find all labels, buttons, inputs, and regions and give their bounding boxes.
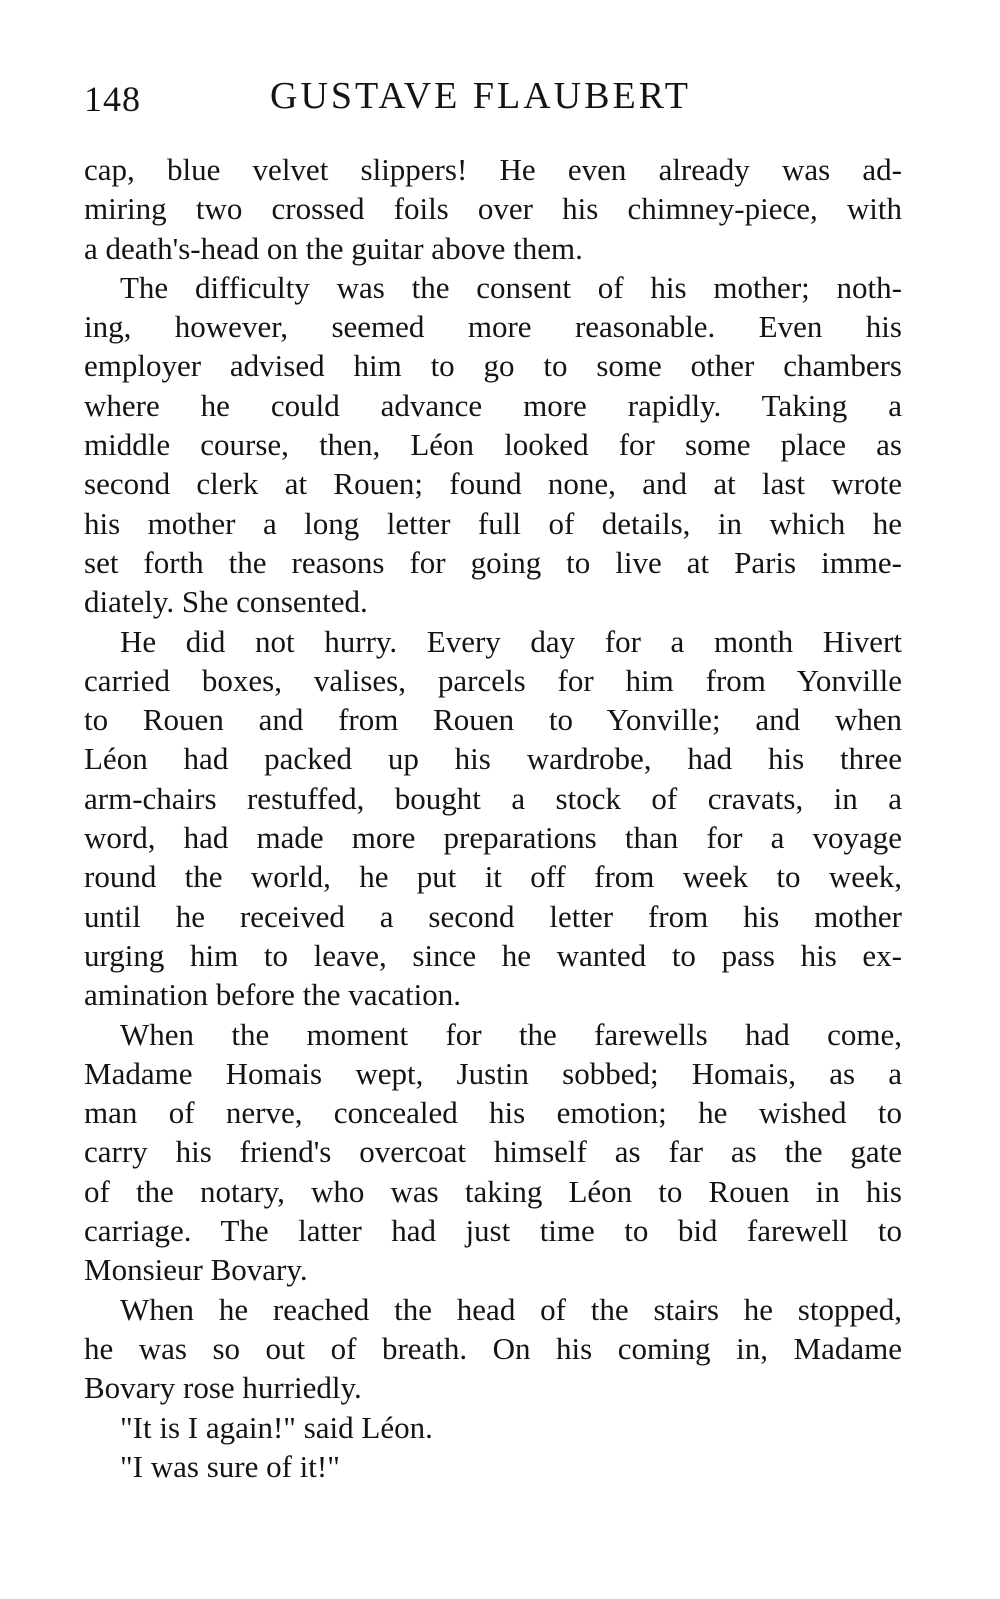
- text-line: diately. She consented.: [84, 584, 368, 620]
- text-line: Bovary rose hurriedly.: [84, 1370, 362, 1406]
- text-line: until he received a second letter from his mother: [84, 898, 902, 934]
- text-line: his mother a long letter full of details, in which he: [84, 505, 902, 541]
- text-line: middle course, then, Léon looked for some place as: [84, 427, 902, 463]
- text-line: "It is I again!" said Léon.: [120, 1409, 433, 1445]
- text-line: urging him to leave, since he wanted to pass his ex-: [84, 937, 902, 973]
- body-text: [84, 150, 902, 1486]
- text-line: carry his friend's overcoat himself as far as the gate: [84, 1134, 902, 1170]
- text-line: arm-chairs restuffed, bought a stock of cravats, in a: [84, 780, 902, 816]
- text-line: carried boxes, valises, parcels for him from Yonville: [84, 662, 902, 698]
- text-line: employer advised him to go to some other chambers: [84, 348, 902, 384]
- text-line: The difficulty was the consent of his mother; noth-: [120, 269, 902, 305]
- text-line: Léon had packed up his wardrobe, had his three: [84, 741, 902, 777]
- text-line: "I was sure of it!": [120, 1448, 340, 1484]
- running-head: [84, 70, 894, 120]
- text-line: to Rouen and from Rouen to Yonville; and when: [84, 702, 902, 738]
- text-line: ing, however, seemed more reasonable. Even his: [84, 309, 902, 345]
- page-number: 148: [84, 79, 141, 119]
- text-line: When he reached the head of the stairs he stopped,: [120, 1291, 902, 1327]
- text-line: miring two crossed foils over his chimney-piece, with: [84, 191, 902, 227]
- text-line: a death's-head on the guitar above them.: [84, 230, 583, 266]
- text-line: Monsieur Bovary.: [84, 1252, 308, 1288]
- text-line: he was so out of breath. On his coming in, Madame: [84, 1330, 902, 1366]
- text-line: man of nerve, concealed his emotion; he wished to: [84, 1095, 902, 1131]
- text-line: second clerk at Rouen; found none, and at last wrote: [84, 466, 902, 502]
- text-line: amination before the vacation.: [84, 977, 462, 1013]
- text-line: round the world, he put it off from week to week,: [84, 859, 902, 895]
- text-line: cap, blue velvet slippers! He even already was ad-: [84, 152, 902, 187]
- text-line: where he could advance more rapidly. Taking a: [84, 387, 902, 423]
- text-line: He did not hurry. Every day for a month Hivert: [120, 623, 902, 659]
- text-line: carriage. The latter had just time to bid farewell to: [84, 1213, 902, 1249]
- text-line: of the notary, who was taking Léon to Rouen in his: [84, 1173, 902, 1209]
- text-line: word, had made more preparations than for a voyage: [84, 820, 902, 856]
- text-line: Madame Homais wept, Justin sobbed; Homais, as a: [84, 1055, 902, 1091]
- text-line: When the moment for the farewells had come,: [120, 1016, 902, 1052]
- running-title: GUSTAVE FLAUBERT: [270, 75, 691, 117]
- text-line: set forth the reasons for going to live at Paris imme-: [84, 544, 902, 580]
